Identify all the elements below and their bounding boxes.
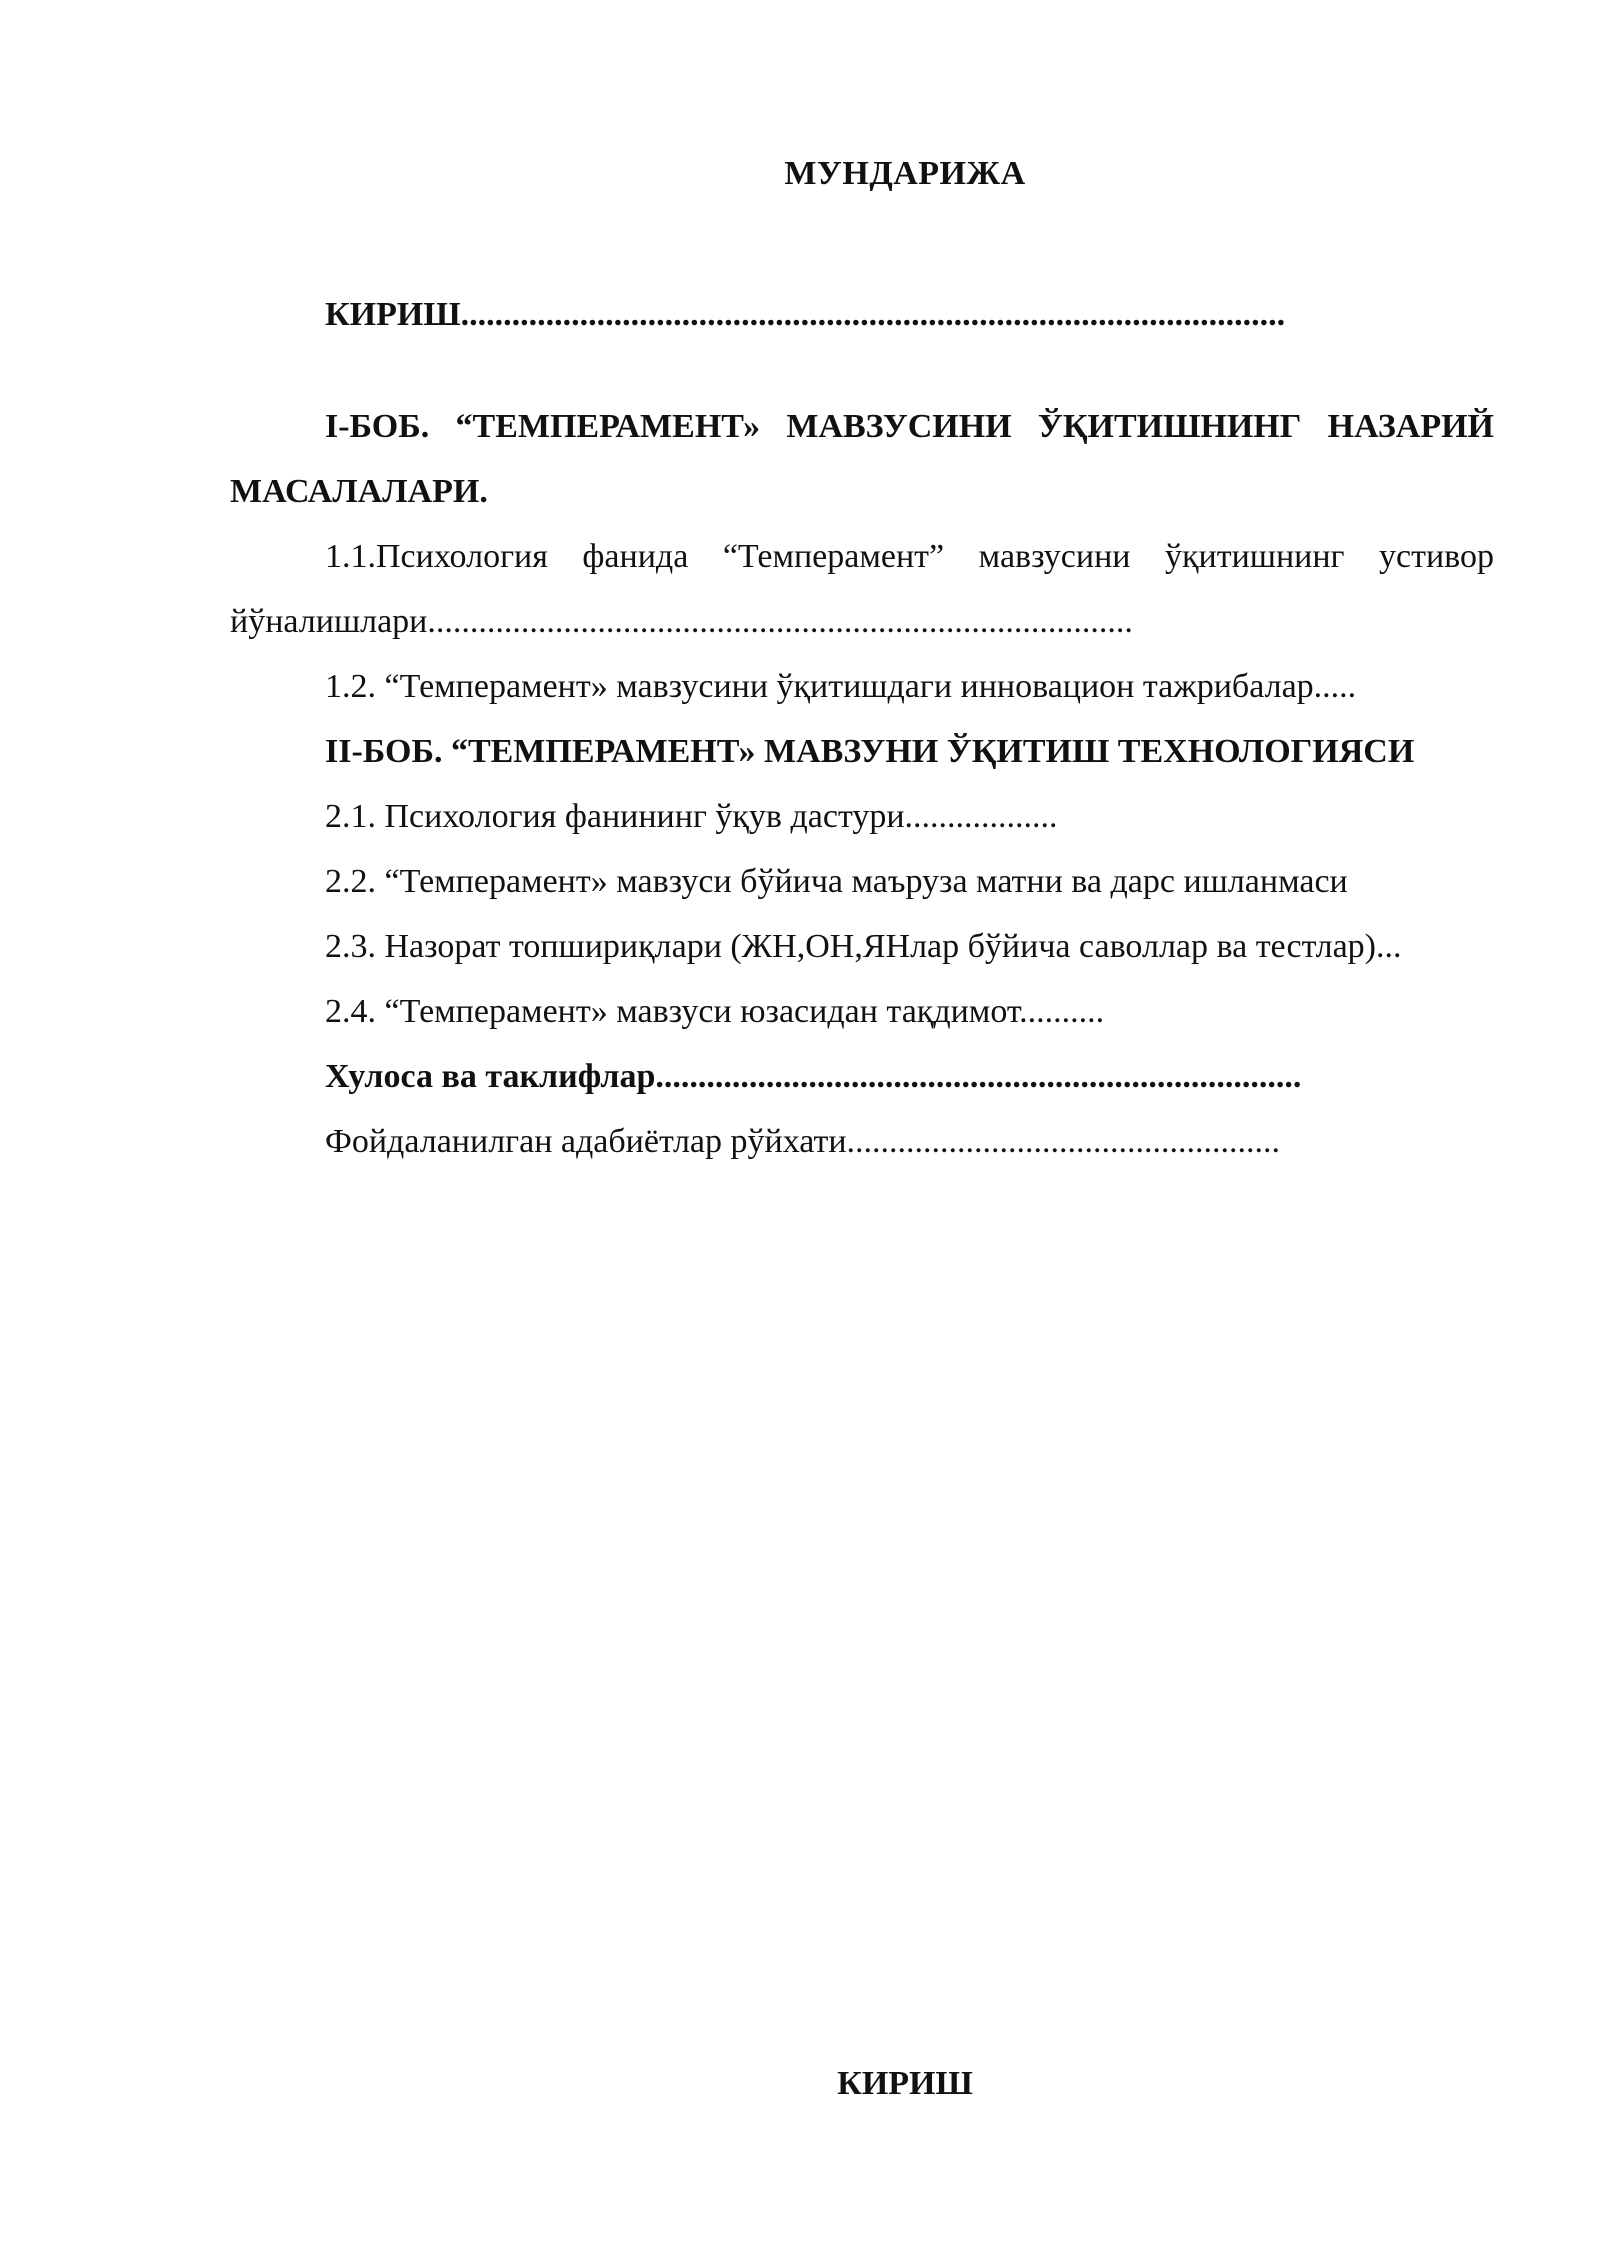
toc-block-main bbox=[230, 394, 1494, 1174]
toc-entry-section-2-4: 2.4. “Темперамент» мавзуси юзасидан тақдимот.......... bbox=[325, 993, 1105, 1030]
toc-entry-introduction: КИРИШ................................................................................................. bbox=[325, 296, 1286, 333]
toc-entry-section-2-3: 2.3. Назорат топшириқлари (ЖН,ОН,ЯНлар бўйича саволлар ва тестлар)... bbox=[325, 928, 1402, 965]
toc-entry-chapter-1: I-БОБ. “ТЕМПЕРАМЕНТ» МАВЗУСИНИ ЎҚИТИШНИНГ НАЗАРИЙ МАСАЛАЛАРИ. bbox=[230, 408, 1494, 510]
toc-entry-chapter-2: II-БОБ. “ТЕМПЕРАМЕНТ» МАВЗУНИ ЎҚИТИШ ТЕХНОЛОГИЯСИ bbox=[325, 733, 1415, 770]
toc-entry-section-1-1: 1.1.Психология фанида “Темперамент” мавзусини ўқитишнинг устивор йўналишлари................................................................................... bbox=[230, 538, 1494, 640]
toc-entry-section-2-1: 2.1. Психология фанининг ўқув дастури.................. bbox=[325, 798, 1058, 835]
toc-entry-section-1-2: 1.2. “Темперамент» мавзусини ўқитишдаги инновацион тажрибалар..... bbox=[325, 668, 1357, 705]
toc-title: МУНДАРИЖА bbox=[784, 155, 1026, 192]
toc-block-intro bbox=[230, 282, 1494, 347]
toc-entry-conclusion: Хулоса ва таклифлар............................................................................ bbox=[325, 1058, 1302, 1095]
toc-entry-bibliography: Фойдаланилган адабиётлар рўйхати................................................... bbox=[325, 1123, 1281, 1160]
toc-entry-section-2-2: 2.2. “Темперамент» мавзуси бўйича маъруза матни ва дарс ишланмаси bbox=[325, 863, 1348, 900]
next-section-heading: КИРИШ bbox=[837, 2065, 973, 2102]
